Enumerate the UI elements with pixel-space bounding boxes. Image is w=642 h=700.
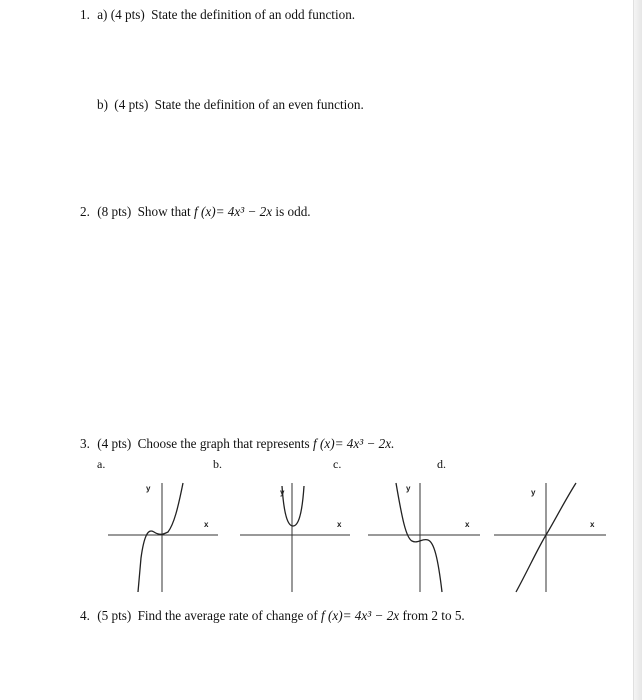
graph-c-x-label: x [465, 520, 470, 529]
question-4-points: (5 pts) [97, 608, 132, 623]
graph-b-curve [282, 486, 304, 526]
graph-c [368, 478, 480, 596]
graph-d [494, 478, 606, 596]
question-1a-text: State the definition of an odd function. [151, 7, 356, 22]
graph-a [108, 478, 218, 596]
graph-b [240, 478, 350, 596]
question-1a-part: a) [97, 7, 108, 22]
question-4-text-after: from 2 to 5. [402, 608, 465, 623]
question-1b-text: State the definition of an even function. [154, 97, 364, 112]
question-3-points: (4 pts) [97, 436, 132, 451]
question-1b-points: (4 pts) [114, 97, 149, 112]
graph-c-y-label: y [406, 484, 411, 493]
question-4-number: 4. [80, 608, 90, 623]
question-4 [80, 608, 465, 624]
graph-b-x-label: x [337, 520, 342, 529]
question-2-function: f (x)= 4x³ − 2x [193, 204, 273, 219]
page-edge [633, 0, 642, 700]
question-1a [80, 7, 355, 23]
question-2 [80, 204, 311, 220]
question-3-function: f (x)= 4x³ − 2x. [312, 436, 395, 451]
question-2-text: Show that [137, 204, 191, 219]
question-4-function: f (x)= 4x³ − 2x [321, 608, 400, 623]
choice-b-label: b. [213, 457, 222, 471]
graph-d-x-label: x [590, 520, 595, 529]
graph-a-x-label: x [204, 520, 209, 529]
graph-c-curve [396, 483, 442, 592]
question-1a-points: (4 pts) [110, 7, 145, 22]
question-1b [97, 97, 364, 113]
choice-d-label: d. [437, 457, 446, 471]
question-3-number: 3. [80, 436, 90, 451]
graph-d-y-label: y [531, 488, 536, 497]
question-4-text: Find the average rate of change of [137, 608, 318, 623]
question-2-number: 2. [80, 204, 90, 219]
question-3-text: Choose the graph that represents [137, 436, 310, 451]
choice-c-label: c. [333, 457, 342, 471]
graph-a-curve [138, 483, 183, 592]
graph-a-y-label: y [146, 484, 151, 493]
question-2-points: (8 pts) [97, 204, 132, 219]
question-2-text-after: is odd. [275, 204, 311, 219]
question-3 [80, 436, 394, 452]
choice-a-label: a. [97, 457, 106, 471]
question-1b-part: b) [97, 97, 108, 112]
graph-b-y-label: y [280, 488, 285, 497]
question-1-number: 1. [80, 7, 90, 22]
